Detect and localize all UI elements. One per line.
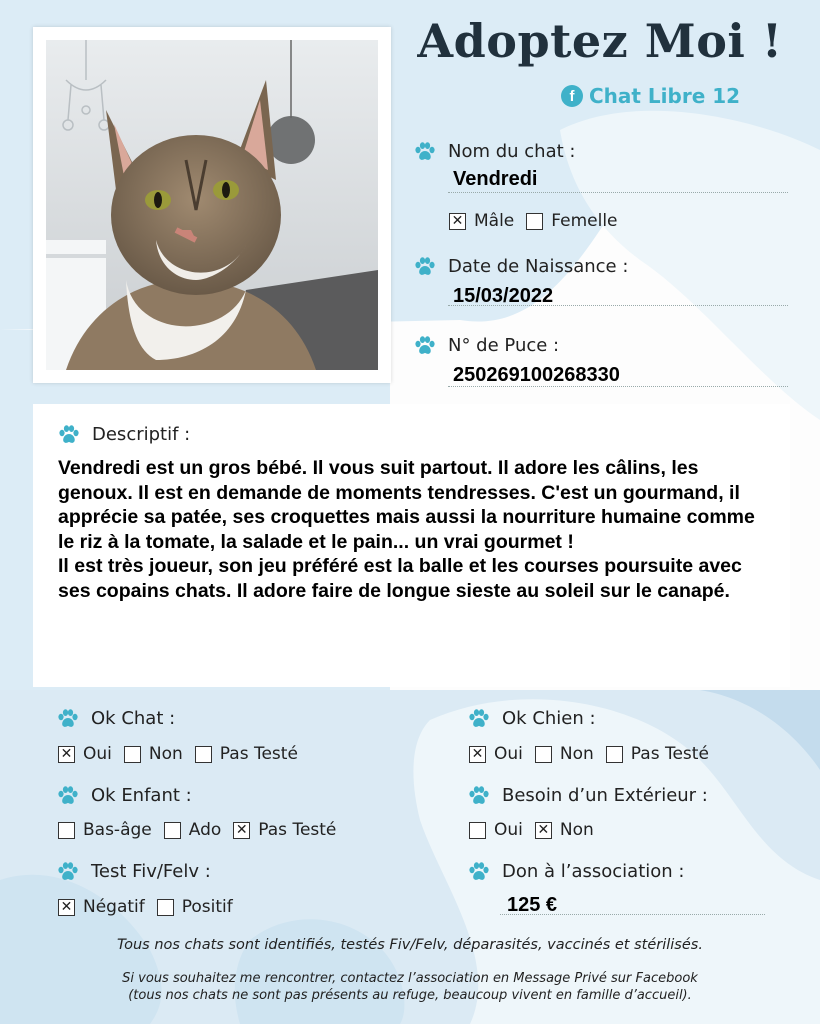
ok-chien-options [469, 744, 721, 764]
checkbox-fiv-positif[interactable] [157, 899, 174, 916]
footer-contact [0, 970, 820, 1004]
checkbox-ok-chien-non[interactable] [535, 746, 552, 763]
naissance-underline [448, 305, 788, 306]
don-label [468, 861, 684, 882]
ok-chien-pas-teste[interactable] [606, 744, 709, 764]
footer-contact-line1: Si vous souhaitez me rencontrer, contactez l’association en Message Privé sur Facebook [122, 971, 698, 986]
checkbox-male[interactable]: ✕ [449, 213, 466, 230]
sexe-options [449, 211, 630, 231]
ok-chat-oui-label: Oui [83, 744, 112, 764]
checkbox-ok-enfant-bas-age[interactable] [58, 822, 75, 839]
ok-chien-oui-label: Oui [494, 744, 523, 764]
checkbox-ok-enfant-ado[interactable] [164, 822, 181, 839]
ok-enfant-pas-teste-label: Pas Testé [258, 820, 337, 840]
exterieur-non[interactable] [535, 820, 594, 840]
ok-enfant-label-text: Ok Enfant : [91, 785, 192, 806]
don-value: 125 € [507, 894, 558, 916]
naissance-value: 15/03/2022 [453, 285, 554, 307]
exterieur-label-text: Besoin d’un Extérieur : [502, 785, 708, 806]
paw-icon [58, 425, 80, 445]
checkbox-exterieur-oui[interactable] [469, 822, 486, 839]
paw-icon [468, 786, 490, 806]
checkbox-ok-chat-pas-teste[interactable] [195, 746, 212, 763]
ok-chat-non[interactable] [124, 744, 183, 764]
nom-label-text: Nom du chat : [448, 141, 576, 162]
naissance-label-text: Date de Naissance : [448, 256, 629, 277]
description-label [58, 424, 190, 445]
nom-underline [448, 192, 788, 193]
ok-chien-label-text: Ok Chien : [502, 708, 596, 729]
ok-enfant-label [57, 785, 192, 806]
facebook-label: Chat Libre 12 [589, 84, 741, 108]
nom-label [414, 141, 575, 162]
ok-chien-non-label: Non [559, 744, 594, 764]
ok-chat-label-text: Ok Chat : [91, 708, 176, 729]
naissance-label [414, 256, 628, 277]
cat-photo-frame [33, 27, 391, 383]
ok-chat-oui[interactable] [58, 744, 112, 764]
exterieur-label [468, 785, 708, 806]
checkbox-fiv-negatif[interactable]: ✕ [58, 899, 75, 916]
nom-value: Vendredi [453, 168, 538, 190]
description-panel [33, 404, 790, 687]
puce-label [414, 335, 559, 356]
footer-contact-line2: (tous nos chats ne sont pas présents au refuge, beaucoup vivent en famille d’accueil). [128, 988, 692, 1003]
fiv-positif[interactable] [157, 897, 233, 917]
ok-enfant-bas-age-label: Bas-âge [83, 820, 152, 840]
ok-chat-label [57, 708, 175, 729]
fiv-negatif[interactable] [58, 897, 145, 917]
checkbox-femelle[interactable] [526, 213, 543, 230]
don-label-text: Don à l’association : [502, 861, 685, 882]
ok-chat-pas-teste-label: Pas Testé [219, 744, 298, 764]
checkbox-exterieur-non[interactable]: ✕ [535, 822, 552, 839]
footer-note: Tous nos chats sont identifiés, testés Fiv/Felv, déparasités, vaccinés et stérilisés. [117, 937, 703, 953]
sexe-option-femelle[interactable] [526, 211, 617, 231]
exterieur-oui[interactable] [469, 820, 523, 840]
checkbox-ok-chat-oui[interactable]: ✕ [58, 746, 75, 763]
facebook-icon: f [561, 85, 583, 107]
paw-icon [57, 862, 79, 882]
ok-chat-non-label: Non [148, 744, 183, 764]
cat-photo [46, 40, 378, 370]
fiv-label [57, 861, 211, 882]
fiv-negatif-label: Négatif [83, 897, 145, 917]
paw-icon [414, 336, 436, 356]
paw-icon [414, 257, 436, 277]
paw-icon [414, 142, 436, 162]
checkbox-ok-chien-oui[interactable]: ✕ [469, 746, 486, 763]
ok-enfant-options [58, 820, 348, 840]
paw-icon [468, 862, 490, 882]
ok-enfant-bas-age[interactable] [58, 820, 152, 840]
male-label: Mâle [474, 211, 515, 231]
ok-chien-non[interactable] [535, 744, 594, 764]
facebook-link[interactable] [561, 84, 740, 108]
ok-chat-pas-teste[interactable] [195, 744, 298, 764]
paw-icon [468, 709, 490, 729]
don-underline [500, 914, 765, 915]
ok-chien-pas-teste-label: Pas Testé [630, 744, 709, 764]
puce-underline [448, 386, 788, 387]
puce-label-text: N° de Puce : [448, 335, 560, 356]
exterieur-oui-label: Oui [494, 820, 523, 840]
ok-chien-oui[interactable] [469, 744, 523, 764]
ok-enfant-ado-label: Ado [188, 820, 222, 840]
ok-chat-options [58, 744, 310, 764]
ok-chien-label [468, 708, 596, 729]
description-label-text: Descriptif : [92, 424, 191, 445]
ok-enfant-pas-teste[interactable] [233, 820, 336, 840]
page-title: Adoptez Moi ! [417, 14, 783, 68]
fiv-options [58, 897, 245, 917]
ok-enfant-ado[interactable] [164, 820, 222, 840]
exterieur-options [469, 820, 606, 840]
exterieur-non-label: Non [559, 820, 594, 840]
sexe-option-male[interactable] [449, 211, 514, 231]
fiv-label-text: Test Fiv/Felv : [91, 861, 211, 882]
paw-icon [57, 786, 79, 806]
description-text: Vendredi est un gros bébé. Il vous suit partout. Il adore les câlins, les genoux. Il est en demande de moments tendresses. C'est un gourmand, il apprécie sa patée, ses croquettes mais aussi la nourriture humaine comme le riz à la tomate, la salade et le pain... un vrai gourmet ! Il est très joueur, son jeu préféré est la balle et les courses poursuite avec ses copains chats. Il adore faire de longue sieste au soleil sur le canapé. [58, 457, 755, 602]
femelle-label: Femelle [551, 211, 618, 231]
paw-icon [57, 709, 79, 729]
checkbox-ok-chien-pas-teste[interactable] [606, 746, 623, 763]
checkbox-ok-enfant-pas-teste[interactable]: ✕ [233, 822, 250, 839]
puce-value: 250269100268330 [453, 364, 620, 386]
checkbox-ok-chat-non[interactable] [124, 746, 141, 763]
fiv-positif-label: Positif [181, 897, 233, 917]
